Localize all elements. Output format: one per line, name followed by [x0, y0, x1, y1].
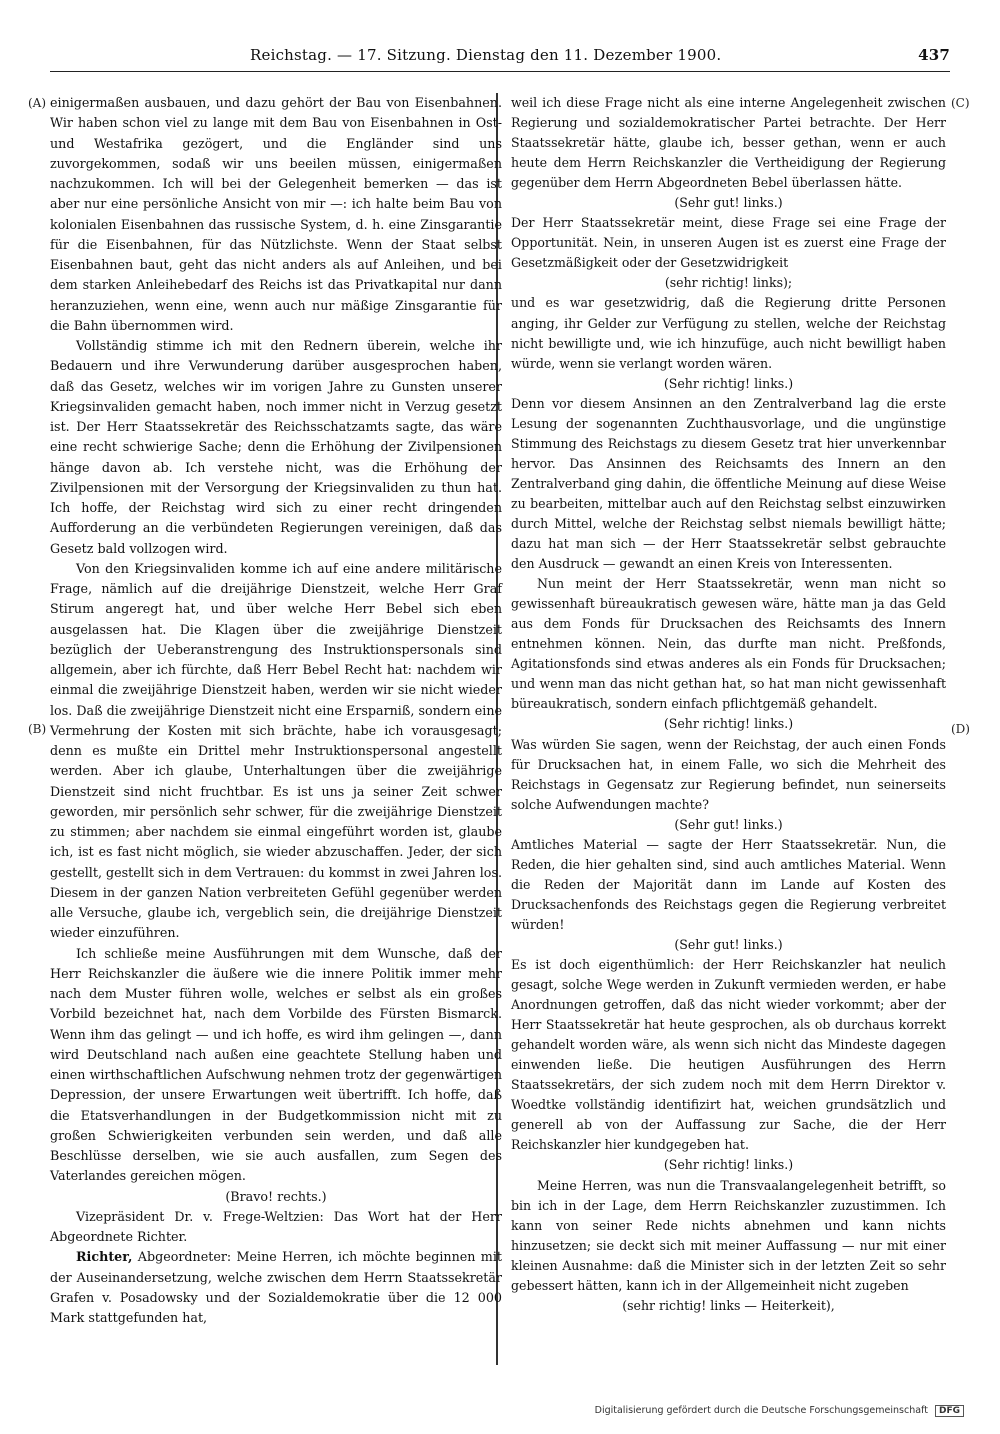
header-rule: [50, 71, 950, 72]
margin-marker-b: (B): [28, 722, 47, 736]
interjection: (Sehr gut! links.): [674, 936, 783, 952]
right-column: [511, 93, 946, 1316]
interjection: (Bravo! rechts.): [225, 1188, 327, 1204]
interjection: (Sehr richtig! links.): [663, 375, 794, 391]
speaker-name: Richter,: [76, 1249, 133, 1265]
interjection: (sehr richtig! links);: [664, 275, 793, 291]
paragraph: Was würden Sie sagen, wenn der Reichstag, der auch einen Fonds für Drucksachen hat, in einem Falle, wo sich die Mehrheit des Reichstags in Gegensatz zur Regierung befindet, nun seinerseits solche Aufwendungen machte?: [511, 736, 946, 812]
paragraph-speech-start: [50, 1247, 502, 1328]
footer-credit: [595, 1405, 964, 1417]
paragraph: Von den Kriegsinvaliden komme ich auf eine andere militärische Frage, nämlich auf die dreijährige Dienstzeit, welche Herr Graf Stirum angeregt hat, und über welche Herr Bebel sich eben ausgelassen hat. Die Klagen über die zweijährige Dienstzeit bezüglich der Ueberanstrengung des Instruktionspersonals sind allgemein, aber ich fürchte, daß Herr Bebel Recht hat: nachdem wir einmal die zweijährige Dienstzeit haben, werden wir sie nicht wieder los. Daß die zweijährige Dienstzeit nicht eine Ersparniß, sondern eine Vermehrung der Kosten mit sich brächte, habe ich vorausgesagt; denn es mußte ein Drittel mehr Instruktionspersonal angestellt werden. Aber ich glaube, Unterhaltungen über die zweijährige Dienstzeit sind nicht fruchtbar. Es ist uns ja seiner Zeit schwer geworden, mir persönlich sehr schwer, für die zweijährige Dienstzeit zu stimmen; aber nachdem sie einmal eingeführt worden ist, glaube ich, ist es fast nicht möglich, sie wieder abzuschaffen. Jeder, der sich gestellt, gestellt sich in dem Vertrauen: du kommst in zwei Jahren los. Diesem in der ganzen Nation verbreiteten Gefühl gegenüber werden alle Versuche, glaube ich, vergeblich sein, die dreijährige Dienstzeit wieder einzuführen.: [50, 560, 502, 941]
paragraph: Denn vor diesem Ansinnen an den Zentralverband lag die erste Lesung der sogenannten Zuchthausvorlage, und die ungünstige Stimmung des Reichstags zu diesem Gesetz trat hier unverkennbar hervor. Das Ansinnen des Reichsamts des Innern an den Zentralverband ging dahin, die öffentliche Meinung auf diese Weise zu bearbeiten, mittelbar auch auf den Reichstag selbst einzuwirken durch Mittel, welche der Reichstag selbst niemals bewilligt hätte; dazu hat man sich — der Herr Staatssekretär selbst gebrauchte den Ausdruck — gewandt an einen Kreis von Interessenten.: [511, 395, 946, 572]
left-column: [50, 93, 502, 1328]
footer-text: Digitalisierung gefördert durch die Deutsche Forschungsgemeinschaft: [594, 1405, 928, 1416]
interjection: (Sehr gut! links.): [674, 816, 783, 832]
paragraph: einigermaßen ausbauen, und dazu gehört der Bau von Eisenbahnen. Wir haben schon viel zu lange mit dem Bau von Eisenbahnen in Ost- und Westafrika gezögert, und die Engländer sind uns zuvorgekommen, sodaß wir uns beeilen müssen, einigermaßen nachzukommen. Ich will bei der Gelegenheit bemerken — das ist aber nur eine persönliche Ansicht von mir —: ich halte beim Bau von kolonialen Eisenbahnen das russische System, d. h. eine Zinsgarantie für die Eisenbahnen, für das Nützlichste. Wenn der Staat selbst Eisenbahnen baut, geht das nicht anders als auf Anleihen, und bei dem starken Anleihebedarf des Reichs ist das Privatkapital nur dann heranzuziehen, wenn eine, wenn auch nur mäßige Zinsgarantie für die Bahn übernommen wird.: [50, 95, 502, 333]
paragraph: weil ich diese Frage nicht als eine interne Angelegenheit zwischen Regierung und sozialdemokratischer Partei betrachte. Der Herr Staatssekretär hätte, glaube ich, besser gethan, wenn er auch heute dem Herrn Reichskanzler die Vertheidigung der Regierung gegenüber dem Herrn Abgeordneten Bebel überlassen hätte.: [511, 95, 946, 191]
dfg-logo: DFG: [935, 1405, 964, 1417]
paragraph: Es ist doch eigenthümlich: der Herr Reichskanzler hat neulich gesagt, solche Wege werden in Zukunft vermieden werden, er habe Anordnungen getroffen, daß das nicht wieder vorkommt; aber der Herr Staatssekretär hat heute gesprochen, als ob durchaus korrekt gehandelt worden wäre, als wenn sich nicht das Mindeste dagegen einwenden ließe. Die heutigen Ausführungen des Herrn Staatssekretärs, der sich zudem noch mit dem Herrn Direktor v. Woedtke vollständig identifizirt hat, weichen grundsätzlich und generell ab von der Auffassung zur Sache, die der Herr Reichskanzler hier kundgegeben hat.: [511, 957, 946, 1153]
page-header: [50, 46, 950, 68]
paragraph: Nun meint der Herr Staatssekretär, wenn man nicht so gewissenhaft büreaukratisch gewesen wäre, hätte man ja das Geld aus dem Fonds für Drucksachen des Reichsamts des Innern entnehmen können. Nein, das durfte man nicht. Preßfonds, Agitationsfonds sind etwas anderes als ein Fonds für Drucksachen; und wenn man das nicht gethan hat, so hat man nicht gewissenhaft büreaukratisch, sondern einfach pflichtgemäß gehandelt.: [511, 576, 946, 712]
running-title: Reichstag. — 17. Sitzung. Dienstag den 11. Dezember 1900.: [250, 46, 722, 64]
interjection: (Sehr richtig! links.): [663, 1157, 794, 1173]
page-number: 437: [918, 46, 950, 64]
paragraph-chair: Vizepräsident Dr. v. Frege-Weltzien: Das Wort hat der Herr Abgeordnete Richter.: [50, 1208, 502, 1244]
margin-marker-a: (A): [28, 96, 47, 110]
paragraph: Ich schließe meine Ausführungen mit dem Wunsche, daß der Herr Reichskanzler die äußere wie die innere Politik immer mehr nach dem Muster führen wolle, welches er selbst als ein großes Vorbild bezeichnet hat, nach dem Vorbilde des Fürsten Bismarck. Wenn ihm das gelingt — und ich hoffe, es wird ihm gelingen —, dann wird Deutschland nach außen eine geachtete Stellung haben und einen wirthschaftlichen Aufschwung nehmen trotz der gegenwärtigen Depression, der unsere Erwartungen weit übertrifft. Ich hoffe, daß die Etatsverhandlungen in der Budgetkommission nicht mit zu großen Schwierigkeiten verbunden sein werden, und daß alle Beschlüsse derselben, wie sie auch ausfallen, zum Segen des Vaterlandes gereichen mögen.: [50, 945, 502, 1184]
paragraph: Amtliches Material — sagte der Herr Staatssekretär. Nun, die Reden, die hier gehalten sind, sind auch amtliches Material. Wenn die Reden der Majorität dann im Lande auf Kosten des Drucksachenfonds des Reichstags gegen die Regierung verbreitet würden!: [511, 836, 946, 932]
margin-marker-c: (C): [951, 96, 970, 110]
paragraph: Meine Herren, was nun die Transvaalangelegenheit betrifft, so bin ich in der Lage, dem Herrn Reichskanzler zuzustimmen. Ich kann von seiner Rede nichts abnehmen und kann nichts hinzusetzen; sie deckt sich mit meiner Auffassung — nur mit einer kleinen Ausnahme: daß die Minister sich in der letzten Zeit so sehr gebessert hätten, kann ich in der Allgemeinheit nicht zugeben: [511, 1177, 946, 1293]
speech-text: Abgeordneter: Meine Herren, ich möchte beginnen mit der Auseinandersetzung, welche zwischen dem Herrn Staatssekretär Grafen v. Posadowsky und der Sozialdemokratie über die 12 000 Mark stattgefunden hat,: [50, 1249, 502, 1325]
interjection: (Sehr richtig! links.): [663, 716, 794, 732]
paragraph: Der Herr Staatssekretär meint, diese Frage sei eine Frage der Opportunität. Nein, in unseren Augen ist es zuerst eine Frage der Gesetzmäßigkeit oder der Gesetzwidrigkeit: [511, 215, 946, 271]
paragraph: und es war gesetzwidrig, daß die Regierung dritte Personen anging, ihr Gelder zur Verfügung zu stellen, welche der Reichstag nicht bewilligte und, wie ich hinzufüge, auch nicht bewilligt haben würde, wenn sie verlangt worden wären.: [511, 295, 946, 371]
interjection: (Sehr gut! links.): [674, 195, 783, 211]
paragraph: Vollständig stimme ich mit den Rednern überein, welche ihr Bedauern und ihre Verwunderung darüber ausgesprochen haben, daß das Gesetz, welches wir im vorigen Jahre zu Gunsten unserer Kriegsinvaliden gemacht haben, noch immer nicht in Verzug gesetzt ist. Der Herr Staatssekretär des Reichsschatzamts sagte, das wäre eine recht schwierige Sache; denn die Erhöhung der Zivilpensionen hänge davon ab. Ich verstehe nicht, was die Erhöhung der Zivilpensionen mit der Versorgung der Kriegsinvaliden zu thun hat. Ich hoffe, der Reichstag wird sich zu einer recht dringenden Aufforderung an die verbündeten Regierungen vereinigen, daß das Gesetz bald vollzogen wird.: [50, 338, 502, 556]
margin-marker-d: (D): [951, 722, 970, 736]
interjection: (sehr richtig! links — Heiterkeit),: [622, 1297, 835, 1313]
